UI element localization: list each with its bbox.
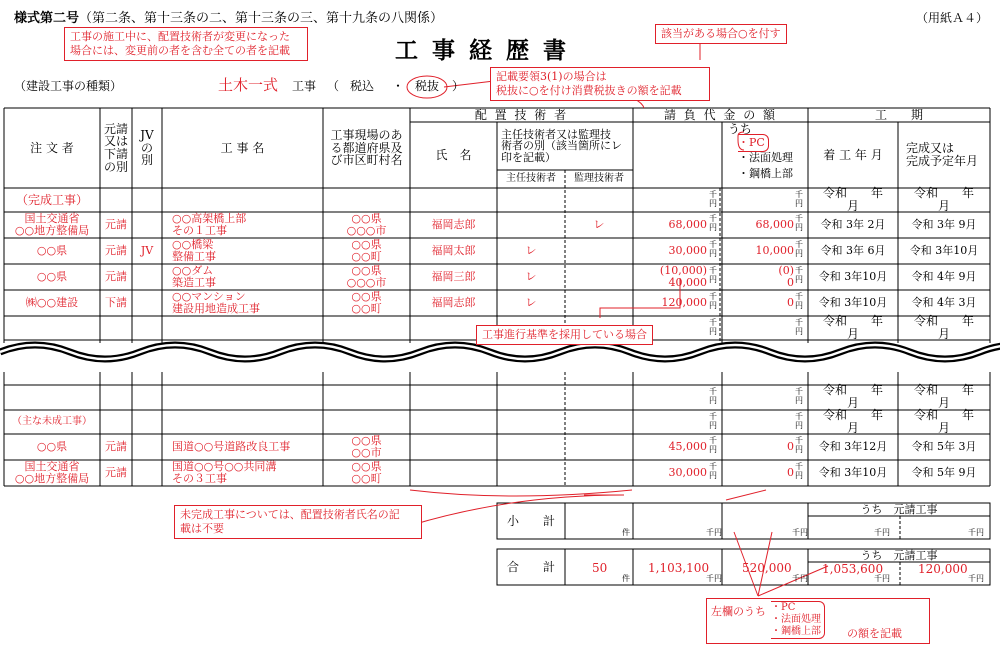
row-location: ○○県 ○○市 bbox=[351, 434, 382, 459]
row-type: 元請 bbox=[105, 270, 127, 284]
total-unit-count: 件 bbox=[622, 574, 630, 583]
mark-circle-note: 該当がある場合○を付す bbox=[655, 24, 787, 44]
tax-included: 税込 bbox=[350, 79, 375, 93]
header-start-date: 着 工 年 月 bbox=[823, 147, 883, 162]
completed-label: （完成工事） bbox=[15, 192, 88, 207]
engineer-change-note: 工事の施工中に、配置技術者が変更になった 場合には、変更前の者を含む全ての者を記載 bbox=[64, 27, 308, 61]
row-client: ○○県 bbox=[36, 244, 68, 258]
row-end-date: 令和 3年10月 bbox=[909, 244, 979, 258]
unit-thousand: 千 円 bbox=[795, 240, 803, 258]
row-amount: 30,000 bbox=[668, 466, 707, 480]
total-prime-of-which: 120,000 bbox=[918, 562, 968, 576]
row-amount: (10,000) 40,000 bbox=[659, 264, 707, 289]
row-location: ○○県 ○○○市 bbox=[346, 212, 387, 237]
row-project-name: 国道○○号道路改良工事 bbox=[172, 440, 291, 454]
row-amount: 120,000 bbox=[661, 296, 707, 310]
unit-thousand: 千 円 bbox=[709, 462, 717, 480]
row-end-date: 令和 4年 3月 bbox=[911, 296, 977, 310]
unit-thousand: 千 円 bbox=[709, 412, 717, 430]
form-id: 様式第二号（第二条、第十三条の二、第十三条の三、第十九条の八関係） bbox=[14, 11, 444, 26]
row-start-date: 令和 3年10月 bbox=[818, 296, 888, 310]
unit-thousand: 千 円 bbox=[795, 266, 803, 284]
construction-type-suffix: 工事 bbox=[292, 79, 317, 93]
subtotal-prime-label: うち 元請工事 bbox=[860, 502, 938, 516]
tax-close: ） bbox=[452, 79, 465, 93]
total-prime-unit2: 千円 bbox=[968, 574, 984, 583]
end-date-blank: 令和 年 月 bbox=[913, 314, 999, 341]
header-engineer-type: 主任技術者又は監理技 術者の別（該当箇所にレ 印を記載） bbox=[501, 127, 622, 164]
row-engineer: 福岡太郎 bbox=[431, 244, 476, 258]
construction-type-label: （建設工事の種類） bbox=[14, 79, 123, 93]
row-end-date: 令和 5年 3月 bbox=[911, 440, 977, 454]
row-type: 元請 bbox=[105, 218, 127, 232]
unit-thousand: 千 円 bbox=[709, 190, 717, 208]
row-amount: 45,000 bbox=[668, 440, 707, 454]
uncompleted-note: 未完成工事については、配置技術者氏名の記 載は不要 bbox=[174, 505, 422, 539]
total-label: 合 計 bbox=[506, 559, 555, 574]
row-project-name: 国道○○号○○共同溝 その３工事 bbox=[172, 460, 277, 485]
subtotal-unit-ofwhich: 千円 bbox=[792, 528, 808, 537]
construction-type-value: 土木一式 bbox=[218, 76, 279, 94]
row-chief-check: レ bbox=[525, 270, 537, 284]
row-end-date: 令和 5年 9月 bbox=[911, 466, 977, 480]
unit-thousand: 千 円 bbox=[709, 387, 717, 405]
row-supervisor-check bbox=[565, 264, 633, 290]
total-count: 50 bbox=[592, 561, 608, 575]
row-location: ○○県 ○○○市 bbox=[346, 264, 387, 289]
row-client: 国土交通省 ○○地方整備局 bbox=[14, 212, 90, 237]
row-jv bbox=[132, 290, 162, 316]
header-of-which: うち bbox=[728, 122, 753, 136]
unit-thousand: 千 円 bbox=[709, 318, 717, 336]
row-start-date: 令和 3年10月 bbox=[818, 466, 888, 480]
header-client: 注 文 者 bbox=[30, 140, 74, 155]
tax-dot: ・ bbox=[392, 79, 405, 93]
header-prime-sub: 元請 又は 下請 の別 bbox=[103, 121, 128, 174]
start-date-blank: 令和 年 月 bbox=[822, 383, 908, 410]
row-of-which: (0) 0 bbox=[778, 264, 794, 289]
total-prime-unit: 千円 bbox=[874, 574, 890, 583]
row-start-date: 令和 3年 6月 bbox=[820, 244, 886, 258]
total-unit-ofwhich: 千円 bbox=[792, 574, 808, 583]
header-project-name: 工 事 名 bbox=[220, 140, 265, 155]
row-start-date: 令和 3年 2月 bbox=[820, 218, 886, 232]
progress-note: 工事進行基準を採用している場合 bbox=[476, 325, 653, 345]
header-period: 工 期 bbox=[874, 107, 923, 122]
row-chief-check: レ bbox=[525, 244, 537, 258]
row-supervisor-check: レ bbox=[593, 218, 605, 232]
end-date-blank: 令和 年 月 bbox=[913, 186, 999, 213]
row-engineer: 福岡三郎 bbox=[431, 270, 476, 284]
row-client: ○○県 bbox=[36, 440, 68, 454]
page-title: 工 事 経 歴 書 bbox=[395, 37, 570, 64]
header-engineer-group: 配 置 技 術 者 bbox=[474, 107, 569, 122]
unit-thousand: 千 円 bbox=[795, 387, 803, 405]
row-project-name: ○○高架橋上部 その１工事 bbox=[172, 212, 247, 237]
start-date-blank: 令和 年 月 bbox=[822, 314, 908, 341]
row-project-name: ○○ダム 築造工事 bbox=[172, 264, 216, 289]
row-engineer: 福岡志郎 bbox=[431, 218, 476, 232]
row-project-name: ○○マンション 建設用地造成工事 bbox=[172, 290, 260, 315]
unit-thousand: 千 円 bbox=[795, 292, 803, 310]
header-end-date: 完成又は 完成予定年月 bbox=[906, 141, 979, 168]
header-of-which-items: ・PC bbox=[738, 134, 769, 152]
paper-size: （用紙Ａ４） bbox=[916, 11, 989, 25]
total-prime-label: うち 元請工事 bbox=[860, 548, 938, 562]
subtotal-label: 小 計 bbox=[506, 513, 555, 528]
row-end-date: 令和 4年 9月 bbox=[911, 270, 977, 284]
header-location: 工事現場のあ る都道府県及 び市区町村名 bbox=[330, 128, 403, 168]
tax-open: （ bbox=[327, 79, 340, 93]
row-amount: 68,000 bbox=[668, 218, 707, 232]
unit-thousand: 千 円 bbox=[795, 190, 803, 208]
row-type: 下請 bbox=[105, 296, 127, 310]
row-type: 元請 bbox=[105, 244, 127, 258]
row-chief-check bbox=[497, 212, 565, 238]
total-amount: 1,103,100 bbox=[648, 561, 710, 575]
row-amount: 30,000 bbox=[668, 244, 707, 258]
uncompleted-label: （主な未成工事） bbox=[12, 415, 92, 427]
row-of-which: 0 bbox=[787, 466, 794, 480]
start-date-blank: 令和 年 月 bbox=[822, 186, 908, 213]
subtotal-unit-amount: 千円 bbox=[706, 528, 722, 537]
unit-thousand: 千 円 bbox=[709, 292, 717, 310]
header-chief-engineer: 主任技術者 bbox=[506, 172, 556, 184]
header-engineer-name: 氏 名 bbox=[435, 147, 472, 162]
row-jv bbox=[132, 212, 162, 238]
row-location: ○○県 ○○町 bbox=[351, 290, 382, 315]
unit-thousand: 千 円 bbox=[709, 266, 717, 284]
row-of-which: 0 bbox=[787, 440, 794, 454]
header-contract-amount: 請 負 代 金 の 額 bbox=[663, 107, 778, 122]
row-of-which: 10,000 bbox=[755, 244, 794, 258]
unit-thousand: 千 円 bbox=[709, 240, 717, 258]
unit-thousand: 千 円 bbox=[709, 214, 717, 232]
subtotal-prime-unit: 千円 bbox=[874, 528, 890, 537]
unit-thousand: 千 円 bbox=[709, 436, 717, 454]
row-location: ○○県 ○○町 bbox=[351, 460, 382, 485]
unit-thousand: 千 円 bbox=[795, 436, 803, 454]
row-supervisor-check bbox=[565, 290, 633, 316]
row-jv: JV bbox=[140, 244, 154, 258]
end-date-blank: 令和 年 月 bbox=[913, 383, 999, 410]
row-start-date: 令和 3年12月 bbox=[818, 440, 888, 454]
row-start-date: 令和 3年10月 bbox=[818, 270, 888, 284]
header-of-which-items-rest: ・法面処理 ・鋼橋上部 bbox=[738, 151, 793, 180]
row-type: 元請 bbox=[105, 440, 127, 454]
row-jv bbox=[132, 264, 162, 290]
tax-note: 記載要領3(1)の場合は 税抜に○を付け消費税抜きの額を記載 bbox=[490, 67, 710, 101]
header-supervising-engineer: 監理技術者 bbox=[574, 172, 624, 184]
subtotal-prime-unit2: 千円 bbox=[968, 528, 984, 537]
row-location: ○○県 ○○町 bbox=[351, 238, 382, 263]
row-supervisor-check bbox=[565, 238, 633, 264]
row-of-which: 0 bbox=[787, 296, 794, 310]
unit-thousand: 千 円 bbox=[795, 462, 803, 480]
row-project-name: ○○橋梁 整備工事 bbox=[172, 238, 216, 263]
row-chief-check: レ bbox=[525, 296, 537, 310]
unit-thousand: 千 円 bbox=[795, 214, 803, 232]
row-client: ○○県 bbox=[36, 270, 68, 284]
total-of-which: 520,000 bbox=[742, 561, 792, 575]
row-engineer: 福岡志郎 bbox=[431, 296, 476, 310]
row-of-which: 68,000 bbox=[755, 218, 794, 232]
unit-thousand: 千 円 bbox=[795, 318, 803, 336]
subtotal-unit-count: 件 bbox=[622, 528, 630, 537]
row-type: 元請 bbox=[105, 466, 127, 480]
total-prime-amount: 1,053,600 bbox=[822, 562, 884, 576]
row-client: 国土交通省 ○○地方整備局 bbox=[14, 460, 90, 485]
header-jv: JV の 別 bbox=[140, 128, 154, 168]
total-unit-amount: 千円 bbox=[706, 574, 722, 583]
left-column-note: 左欄のうち ・PC ・法面処理 ・鋼橋上部 の額を記載 bbox=[706, 598, 930, 644]
unit-thousand: 千 円 bbox=[795, 412, 803, 430]
tax-excluded: 税抜 bbox=[415, 79, 440, 93]
row-end-date: 令和 3年 9月 bbox=[911, 218, 977, 232]
end-date-blank: 令和 年 月 bbox=[913, 408, 999, 435]
row-client: ㈱○○建設 bbox=[25, 296, 79, 310]
start-date-blank: 令和 年 月 bbox=[822, 408, 908, 435]
